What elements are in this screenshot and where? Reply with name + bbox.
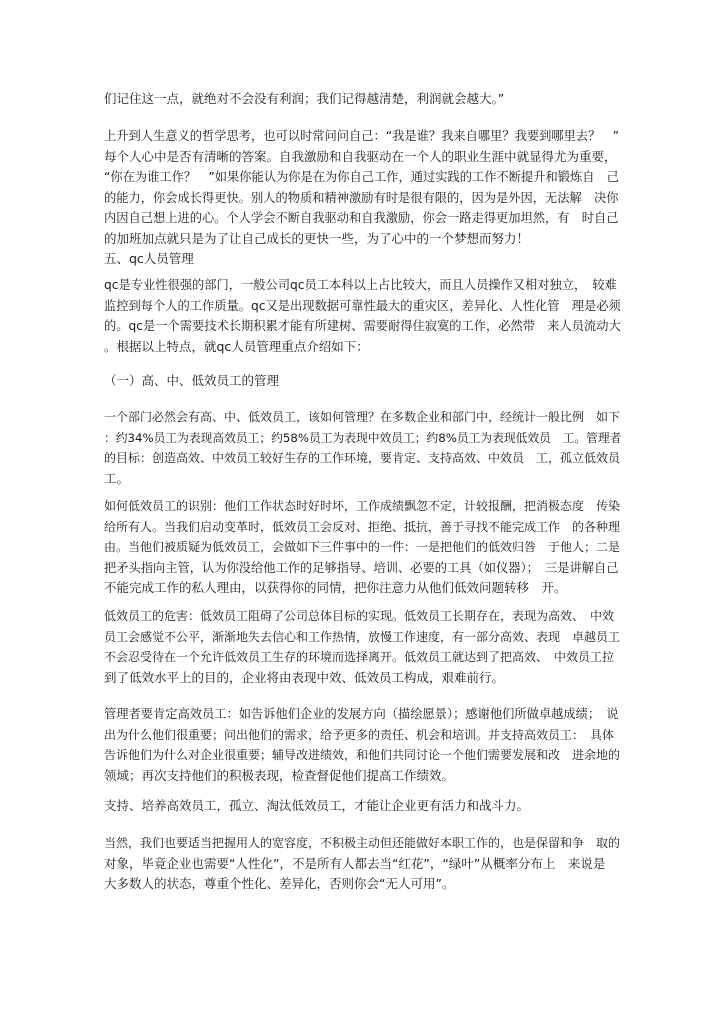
text-line: 管理者要肯定高效员工：如告诉他们企业的发展方向（描绘愿景）；感谢他们所做卓越成绩； 说 [104,707,619,721]
paragraph-tolerance [104,833,624,895]
text-line: 工。 [104,470,130,486]
text-line: qc是专业性很强的部门，一般公司qc员工本科以上占比较大，而且人员操作又相对独立， 较难 [104,278,617,292]
text-line: 出为什么他们很重要；问出他们的需求，给予更多的责任、机会和培训。并支持高效员工： 具体 [104,727,615,742]
text-line: 们记住这一点，就绝对不会没有利润；我们记得越清楚，利润就会越大。” [104,91,505,106]
text-line: 告诉他们为什么对企业很重要；辅导改进绩效，和他们共同讨论一个他们需要发展和改 进余地的 [104,748,621,762]
paragraph-staff-ratio [104,407,624,489]
text-line: 大多数人的状态，尊重个性化、差异化，否则你会“无人可用”。 [104,876,455,891]
paragraph-low-efficiency-harm [104,606,624,688]
text-line: 的。qc是一个需要技术长期积累才能有所建树、需要耐得住寂寞的工作，必然带 来人员流动大 [104,319,621,333]
text-line: 每个人心中是否有清晰的答案。自我激励和自我驱动在一个人的职业生涯中就显得尤为重要， [104,148,617,164]
paragraph-life-meaning [104,126,624,270]
text-line: 的加班加点就只是为了让自己成长的更快一些，为了心中的一个梦想而努力！ [104,230,530,246]
text-line: 的能力，你会成长得更快。别人的物质和精神激励有时是很有限的，因为是外因，无法解 决你 [104,190,619,205]
text-line: 对象，毕竟企业也需要“人性化”，不是所有人都去当“红花”，“绿叶”从概率分布上 来说是 [104,855,606,871]
paragraph-qc-department-intro [104,275,624,357]
text-line: 内因自己想上进的心。个人学会不断自我驱动和自我激励，你会一路走得更加坦然，有 时自己 [104,211,619,225]
text-line: 当然，我们也要适当把握用人的宽容度，不积极主动但还能做好本职工作的，也是保留和争 取的 [104,836,621,850]
text-line: ：约34%员工为表现高效员工；约58%员工为表现中效员工；约8%员工为表现低效员 工。管理者 [104,430,622,445]
text-line: 。根据以上特点，就qc人员管理重点介绍如下： [104,338,369,354]
text-line: 不能完成工作的私人理由，以获得你的同情，把你注意力从他们低效问题转移 开。 [104,580,567,595]
text-line: （一）高、中、低效员工的管理 [104,373,280,388]
paragraph-affirm-high-efficiency [104,704,624,786]
paragraph-profit-quote-end [104,89,624,110]
text-line: “你在为谁工作？ ”如果你能认为你是在为你自己工作，通过实践的工作不断提升和锻炼自 己 [104,170,619,184]
text-line: 监控到每个人的工作质量。qc又是出现数据可靠性最大的重灾区，差异化、人性化管 理是必须 [104,298,621,313]
text-line: 上升到人生意义的哲学思考，也可以时常问问自己：“我是谁？我来自哪里？我要到哪里去？ ” [104,129,619,143]
text-line: 一个部门必然会有高、中、低效员工，该如何管理？在多数企业和部门中，经统计一般比例 如下 [104,410,621,424]
subsection-heading-efficiency-levels [104,371,624,392]
text-line: 给所有人。当我们启动变革时，低效员工会反对、拒绝、抵抗，善于寻找不能完成工作 的各种理 [104,519,621,534]
text-line: 不会忍受待在一个允许低效员工生存的环境而选择离开。低效员工就达到了把高效、 中效员工拉 [104,650,615,664]
text-line: 员工会感觉不公平，渐渐地失去信心和工作热情，放慢工作速度，有一部分高效、表现 卓越员工 [104,629,621,644]
text-line: 由。当他们被质疑为低效员工，会做如下三件事中的一件：一是把他们的低效归咎 于他人；二是 [104,540,621,554]
text-line: 到了低效水平上的目的，企业将由表现中效、低效员工构成，艰难前行。 [104,669,505,685]
text-line: 低效员工的危害：低效员工阻碍了公司总体目标的实现。低效员工长期存在，表现为高效、 中效 [104,609,615,623]
section-heading-qc-staff-management: 五、qc人员管理 [104,251,194,266]
text-line: 把矛头指向主管，认为你没给他工作的足够指导、培训、必要的工具（如仪器）； 三是讲解自己 [104,560,619,575]
paragraph-support-and-eliminate [104,796,624,817]
text-line: 的目标：创造高效、中效员工较好生存的工作环境，要肯定、支持高效、中效员 工，孤立低效员 [104,451,621,465]
text-line: 领域；再次支持他们的积极表现，检查督促他们提高工作绩效。 [104,767,455,783]
text-line: 如何低效员工的识别：他们工作状态时好时坏，工作成绩飘忽不定，计较报酬，把消极态度 传染 [104,499,621,513]
paragraph-low-efficiency-identification [104,496,624,599]
text-line: 支持、培养高效员工，孤立、淘汰低效员工，才能让企业更有活力和战斗力。 [104,798,530,813]
